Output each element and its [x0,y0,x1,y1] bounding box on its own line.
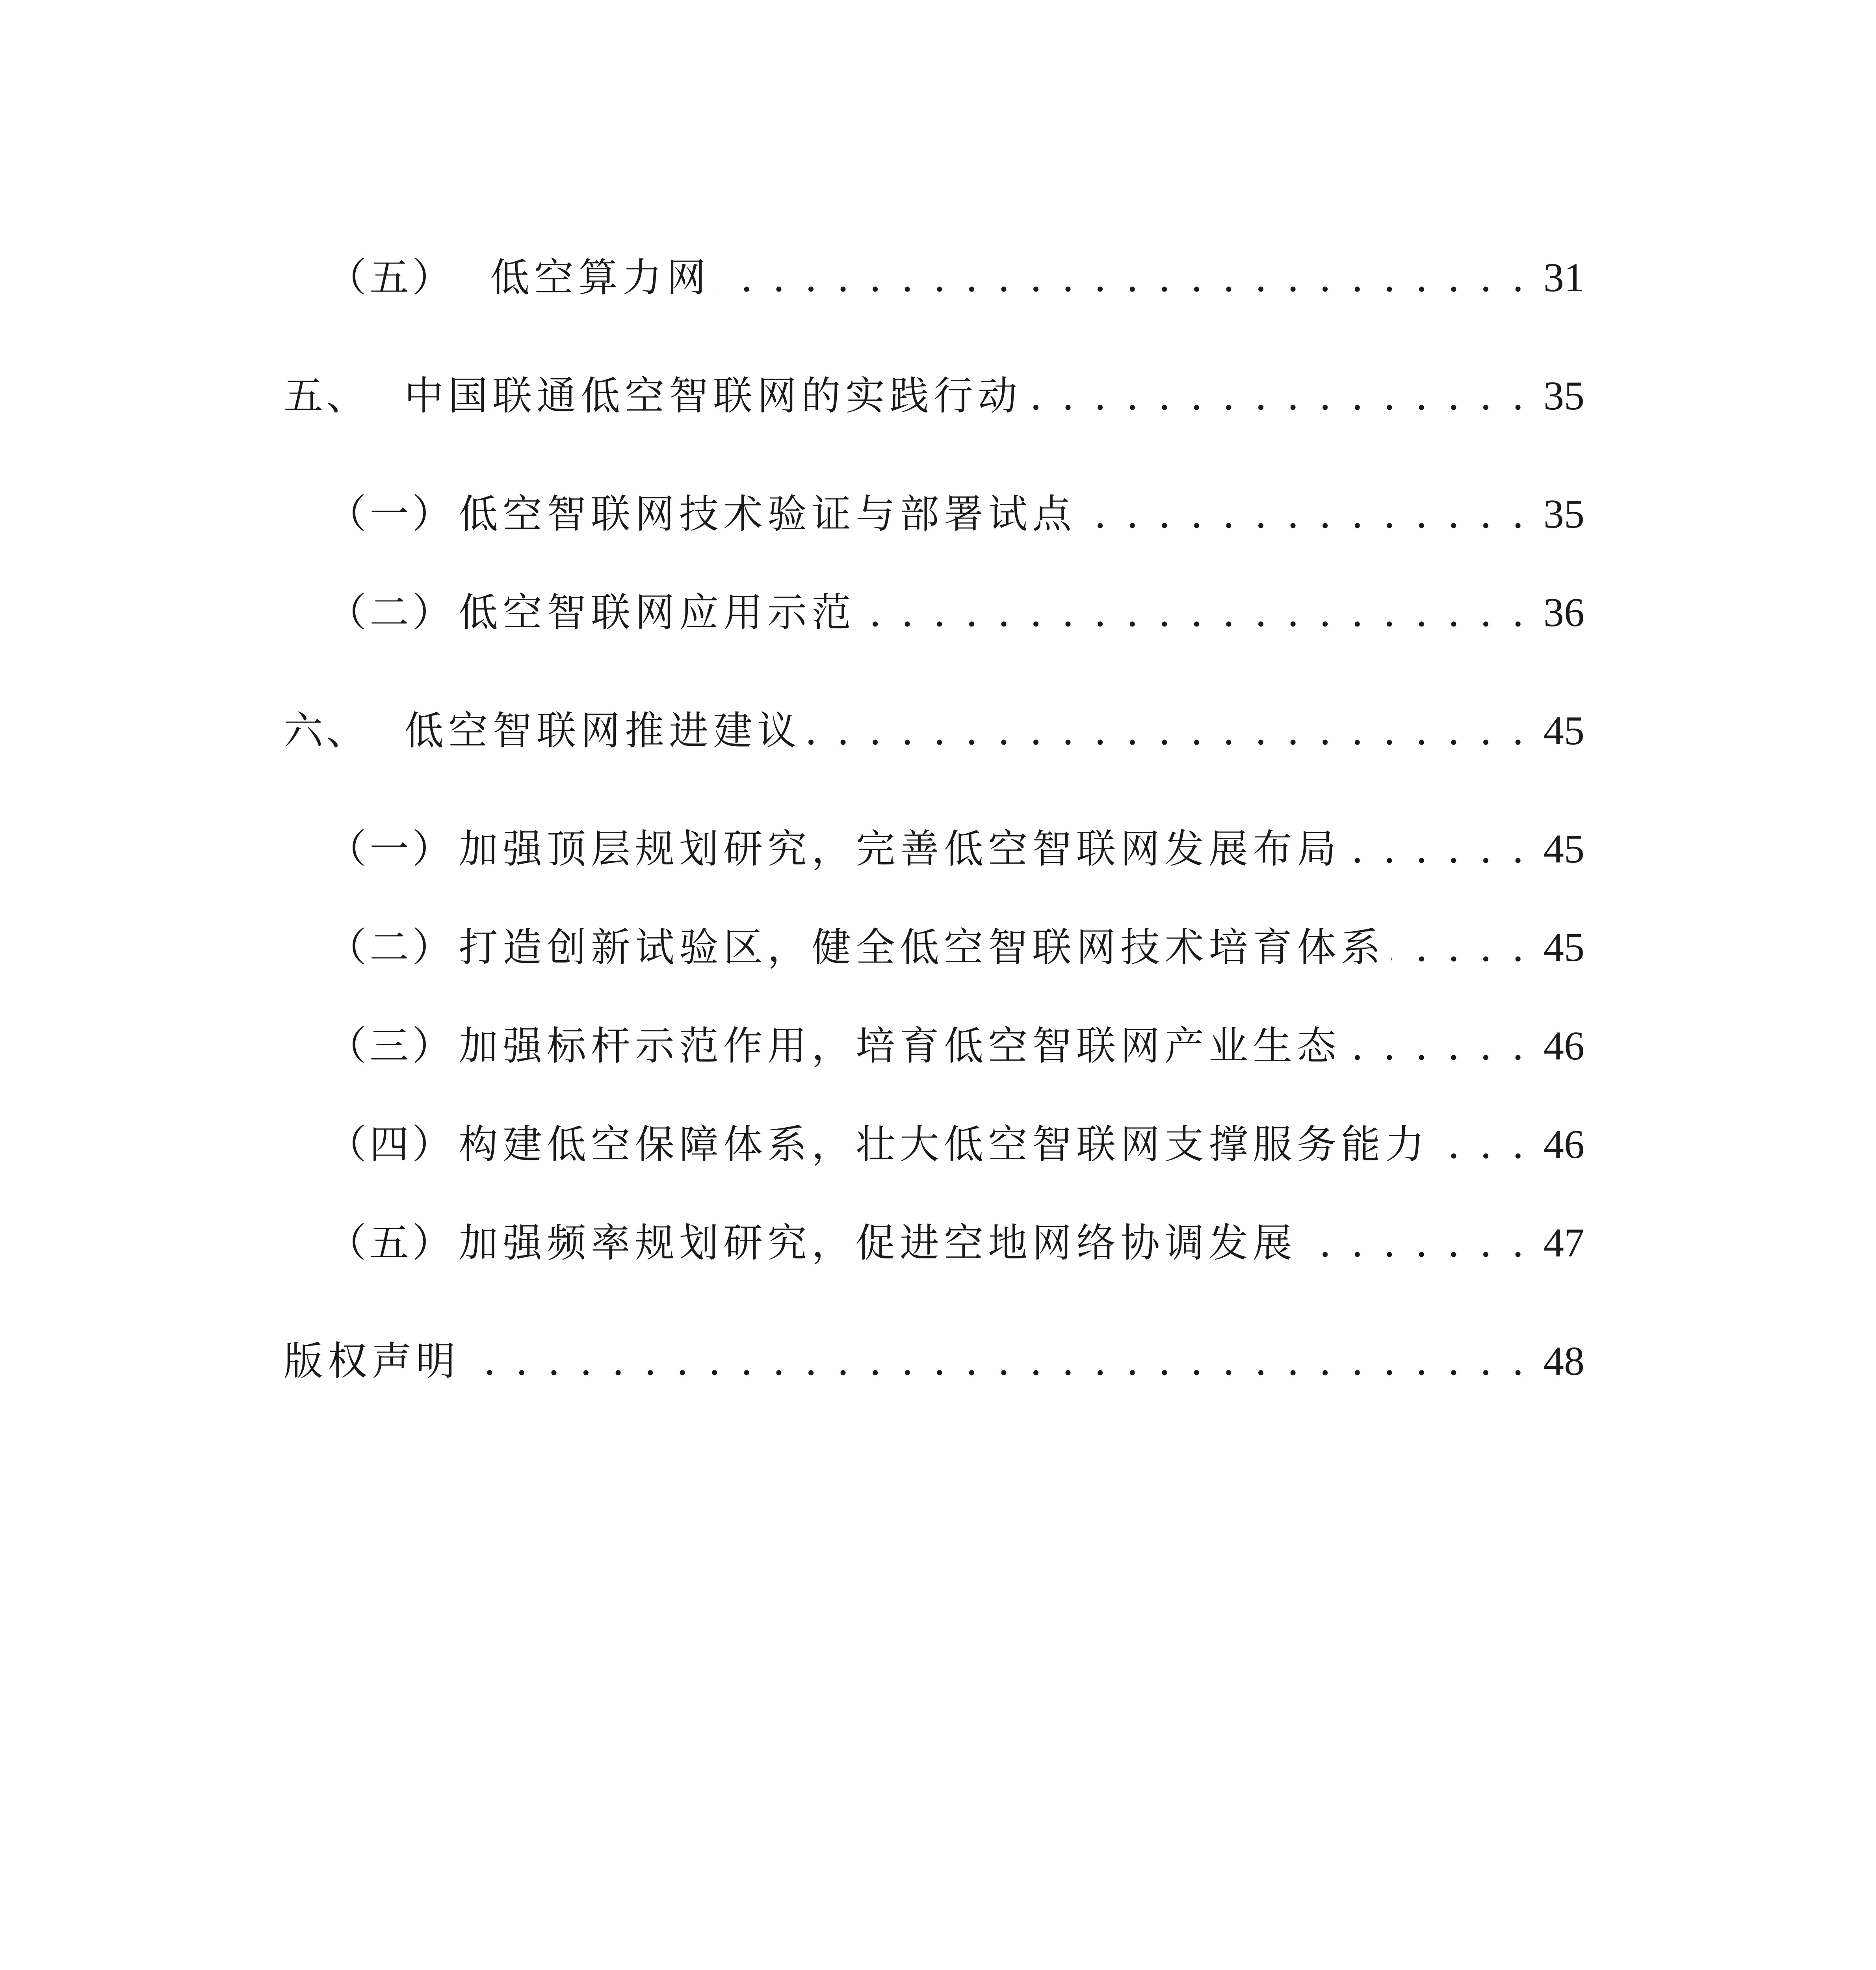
toc-entry[interactable] [284,366,1584,426]
toc-page-number: 36 [1544,590,1584,635]
toc-page-number: 48 [1544,1338,1584,1384]
toc-entry-number: （一） [327,826,455,872]
toc-entry-title: 中国联通低空智联网的实践行动 [404,373,1022,419]
toc-page-number: 35 [1544,491,1584,537]
toc-entry-number: （二） [327,589,455,636]
toc-entry-number: （五） [327,255,455,301]
toc-entry-title: 构建低空保障体系，壮大低空智联网支撑服务能力 [459,1121,1429,1167]
toc-dot-leader [1028,366,1528,426]
toc-dot-leader [1083,485,1528,544]
toc-page-number: 45 [1544,708,1584,753]
toc-page-number: 35 [1544,373,1584,418]
toc-entry-number: （一） [327,491,455,537]
toc-entry-number: 五、 [284,373,369,419]
toc-dot-leader [466,1332,1528,1391]
toc-entry[interactable] [327,485,1584,544]
toc-entry-title: 低空智联网应用示范 [459,589,856,636]
toc-page-number: 45 [1544,826,1584,872]
toc-entry-title: 加强顶层规划研究，完善低空智联网发展布局 [459,826,1341,872]
toc-dot-leader [862,583,1528,642]
toc-dot-leader [808,701,1528,760]
toc-entry[interactable] [284,1332,1584,1391]
toc-dot-leader [1347,820,1528,879]
toc-dot-leader [1303,1214,1528,1273]
toc-entry-title: 低空智联网推进建议 [404,708,801,754]
toc-entry-title: 低空算力网 [490,255,711,301]
toc-entry[interactable] [327,918,1584,977]
toc-entry[interactable] [327,1017,1584,1076]
toc-entry-number: （五） [327,1220,455,1266]
toc-entry-number: （四） [327,1121,455,1167]
toc-entry-number: （二） [327,924,455,970]
toc-entry-number: （三） [327,1023,455,1069]
toc-entry[interactable] [327,820,1584,879]
toc-entry[interactable] [327,1115,1584,1174]
toc-entry-title: 加强频率规划研究，促进空地网络协调发展 [459,1220,1297,1266]
toc-entry-title: 打造创新试验区，健全低空智联网技术培育体系 [459,924,1385,970]
toc-entry[interactable] [284,701,1584,760]
toc-page-number: 46 [1544,1023,1584,1069]
toc-entry[interactable] [327,1214,1584,1273]
toc-dot-leader [1391,918,1528,977]
toc-entry-title: 加强标杆示范作用，培育低空智联网产业生态 [459,1023,1341,1069]
toc-page-number: 31 [1544,255,1584,300]
toc-page-number: 47 [1544,1220,1584,1266]
toc-entry-title: 版权声明 [284,1338,460,1384]
toc-page-number: 45 [1544,925,1584,970]
toc-dot-leader [1436,1115,1528,1174]
toc-dot-leader [1347,1017,1528,1076]
toc-page-number: 46 [1544,1122,1584,1167]
toc-entry[interactable] [327,248,1584,307]
toc-entry-title: 低空智联网技术验证与部署试点 [459,491,1076,537]
toc-dot-leader [717,248,1528,307]
toc-entry-number: 六、 [284,708,369,754]
toc-entry[interactable] [327,583,1584,642]
